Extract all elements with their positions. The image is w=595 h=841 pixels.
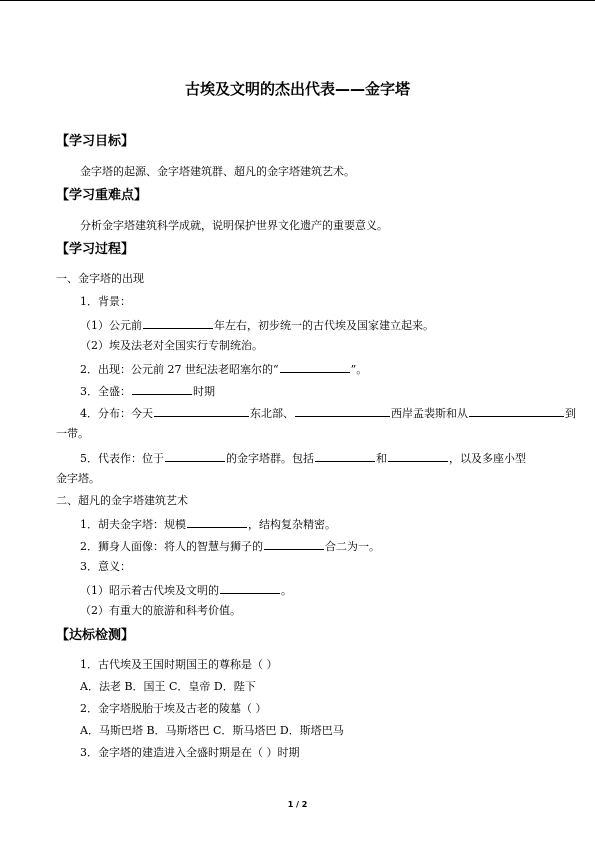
blank-field (220, 582, 280, 594)
question-3: 3．金字塔的建造进入全盛时期是在（ ）时期 (80, 746, 300, 759)
question-2: 2．金字塔脱胎于埃及古老的陵墓（ ） (80, 702, 267, 715)
peak-line: 3．全盛： 时期 (80, 385, 215, 398)
question-2-options: A．马斯巴塔 B．马斯塔巴 C．斯马塔巴 D．斯塔巴马 (80, 724, 344, 737)
blank-field (388, 450, 448, 462)
distribution-continued: 一带。 (56, 427, 89, 440)
page-number: 1 / 2 (287, 800, 308, 809)
section2-title: 二、超凡的金字塔建筑艺术 (56, 494, 188, 507)
blank-field (469, 405, 564, 417)
blank-field (143, 317, 213, 329)
background-item-2: （2）埃及法老对全国实行专制统治。 (80, 339, 263, 352)
background-item-1: （1）公元前 年左右，初步统一的古代埃及国家建立起来。 (80, 319, 434, 332)
representative-line: 5．代表作：位于 的金字塔群。包括 和 ，以及多座小型 (80, 452, 526, 465)
blank-field (132, 383, 192, 395)
background-label: 1．背景： (80, 295, 131, 308)
goal-text: 金字塔的起源、金字塔建筑群、超凡的金字塔建筑艺术。 (80, 165, 355, 178)
question-1-options: A．法老 B．国王 C．皇帝 D．陛下 (80, 680, 256, 693)
focus-text: 分析金字塔建筑科学成就，说明保护世界文化遗产的重要意义。 (80, 219, 388, 232)
blank-field (295, 405, 390, 417)
blank-field (187, 516, 247, 528)
blank-field (264, 538, 324, 550)
focus-heading: 【学习重难点】 (56, 188, 148, 203)
section1-title: 一、金字塔的出现 (56, 272, 144, 285)
process-heading: 【学习过程】 (56, 242, 135, 257)
khufu-line: 1．胡夫金字塔：规模 ，结构复杂精密。 (80, 518, 336, 531)
meaning-item-1: （1）昭示着古代埃及文明的 。 (80, 584, 292, 597)
top-rule (0, 0, 595, 1)
goal-heading: 【学习目标】 (56, 134, 135, 149)
test-heading: 【达标检测】 (56, 628, 135, 643)
representative-continued: 金字塔。 (56, 472, 100, 485)
meaning-item-2: （2）有重大的旅游和科考价值。 (80, 604, 241, 617)
question-1: 1．古代埃及王国时期国王的尊称是（ ） (80, 658, 278, 671)
blank-field (315, 450, 375, 462)
distribution-line: 4．分布：今天 东北部、 西岸孟裴斯和从 到 (80, 407, 576, 420)
page-title: 古埃及文明的杰出代表——金字塔 (184, 80, 410, 98)
sphinx-line: 2．狮身人面像：将人的智慧与狮子的 合二为一。 (80, 540, 380, 553)
meaning-label: 3．意义： (80, 560, 131, 573)
blank-field (165, 450, 225, 462)
blank-field (154, 405, 249, 417)
appearance-line: 2．出现：公元前 27 世纪法老昭塞尔的“ ”。 (80, 363, 368, 376)
blank-field (280, 361, 350, 373)
